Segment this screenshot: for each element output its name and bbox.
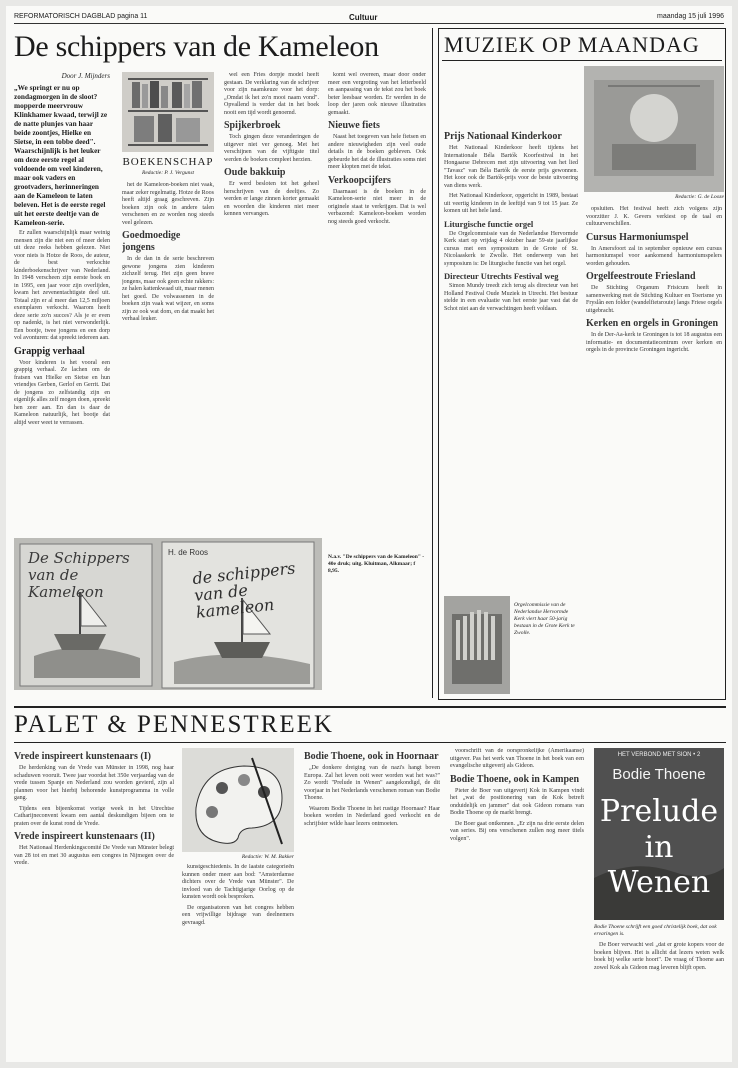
lede: „We springt er nu op zondagmorgen in de sloot? mopperde meervrouw Klinkhamer kwaad, terwijl ze de natte plunjes van haar beide zoontjes, Hielke en Sietse, in een tobbe deed". Waarschijnlijk is het leuker om deze eerste regel al voldoende om veel kinderen, maar ook vaders en grootvaders, herinneringen aan de Kameleon te laten beleven. Het is de eerste regel uit het eerste deeltje van de Kameleon-serie. bbox=[14, 83, 108, 227]
book-info: N.a.v. "De schippers van de Kameleon" - 40e druk; uitg. Kluitman, Alkmaar; f 8,95. bbox=[328, 554, 425, 574]
paragraph: „De donkere dreiging van de nazi's hangt boven Europa. Zal het leven ooit weer worden wat het was?" Zo wordt "Prelude in Wenen" aangekondigd, de dit voorjaar in het Nederlands verschenen roman van Bodie Thoene. bbox=[304, 765, 440, 801]
paragraph: kunstgeschiedenis. In de laatste categorieën kunnen onder meer aan bod: "Amsterdamse dichters over de Vrede van Münster". De invloed van de Tachtigjarige Oorlog op de kunsten wordt ook besproken. bbox=[182, 864, 294, 900]
palet-column-3 bbox=[304, 748, 440, 1054]
paragraph: Pieter de Boer van uitgeverij Kok in Kampen vindt het „wat de positionering van de Kok betreft onduidelijk en jammer" dat ook Gideon romans van Bodie Thoene op de markt brengt. bbox=[450, 787, 584, 816]
paragraph: De Boer verwacht wel „dat er grote kopers voor de boeken blijven. Het is allicht dat lezers weten welk boek bij welke serie hoort". De vraag of Thoene aan zowel Kok als Gideon mag leveren blijft open. bbox=[594, 942, 724, 971]
book-caption: Bodie Thoene schrijft een goed christelijk boek, dat ook ervaringen is. bbox=[594, 924, 717, 937]
music-illustration bbox=[584, 66, 724, 192]
subheading: Directeur Utrechts Festival weg bbox=[444, 271, 559, 281]
paragraph: Voor kinderen is het vooral een grappig verhaal. Ze lachen om de fratsen van Hielke en Sietse en hun vriendjes Gerben, Gerlof en Gerrit. Dat de jongens zo zelfstandig zijn en eigenlijk alles zelf mogen doen, spreekt hen zeer aan. En dan is daar de Kameleon natuurlijk, het bootje dat altijd weer weet te verrassen. bbox=[14, 359, 110, 426]
prelude-book-cover bbox=[594, 748, 724, 920]
paragraph: Simon Mundy treedt zich terug als directeur van het Holland Festival Oude Muziek in Utrecht. Het bestuur stelde in een evaluatie van het eerste jaar vast dat de Schot niet aan de verwachtingen heeft voldaan. bbox=[444, 283, 578, 312]
paragraph: Het Nationaal Kinderkoor, opgericht in 1989, bestaat uit veertig kinderen in de leeftijd van 9 tot 15 jaar. Ze komen uit het hele land. bbox=[444, 193, 578, 214]
subheading: Goedmoedige jongens bbox=[122, 230, 181, 253]
muziek-column-right bbox=[586, 206, 722, 694]
logo-credit: Redactie: P. J. Vergunst bbox=[141, 170, 195, 176]
cover-title-1: De Schippers van de Kameleon bbox=[28, 549, 130, 601]
cover-author-2: H. de Roos bbox=[168, 548, 209, 557]
paragraph: voorschrift van de oorspronkelijke (Amerikaanse) uitgever. Pas het werk van Thoene in het boek van een evangelische uitgeverij als Gideon. bbox=[450, 748, 584, 769]
byline: Door J. Mijnders bbox=[61, 72, 110, 80]
paragraph: In de dan in de serie beschreven gewone jongens zien kinderen zichzelf terug. Het zijn geen brave jongens, maar ook geen echte rakkers: ze halen kattenkwaad uit, maar menen het goed. De volwassenen in de boeken zijn vaak wat wijzer, en soms zijn ze ook wat dom, en dat maakt het verhaal leuker. bbox=[122, 256, 214, 322]
subheading: Bodie Thoene, ook in Hoornaar bbox=[304, 751, 439, 762]
paragraph: Waarom Bodie Thoene in het rustige Hoornaar? Haar boeken worden in Nederland goed verkocht en de schrijfster wilde haar lezers ontmoeten. bbox=[304, 805, 440, 827]
book-title-line1: Prelude bbox=[599, 794, 719, 829]
bookshelf-photo bbox=[122, 72, 214, 152]
paragraph: komt wel overeen, maar door onder meer een vergroting van het letterbeeld en aanpassing van de tekst zou het boek beter leesbaar worden. Er werden in de loop der jaren ook nieuwe illustraties gemaakt. bbox=[328, 72, 426, 116]
paragraph: Er zullen waarschijnlijk maar weinig mensen zijn die niet een of meer delen uit deze reeks hebben gelezen. Niet voor niets is Hotze de Roos, de auteur, de best verkochte kinderboekenschrijver van Nederland. In 1948 verscheen zijn eerste boek en in 1995, een jaar voor zijn overlijden, kwam het zevenentachtigste deel uit. Totaal zijn er al meer dan 12,5 miljoen exemplaren verkocht. Waarom heeft deze serie zo'n succes? Als je er even op nadenkt, is het niet verwonderlijk. Een bootje, twee jongens en een dorp vol avonturen: dat spreekt iedereen aan. bbox=[14, 230, 110, 341]
subheading: Liturgische functie orgel bbox=[444, 218, 534, 229]
organ-caption: Orgelcommissie van de Nederlandse Hervormde Kerk viert haar 50-jarig bestaan in de Grote Kerk te Zwolle. bbox=[514, 602, 575, 636]
paragraph: Het Nationaal Kinderkoor heeft tijdens het Internationale Béla Bartók Koorfestival in het Hongaarse Debrecen met zijn uitvoering van het lied "Tavasz" van Béla Bartók de eerste prijs gewonnen. Het koor ook de Bartók-prijs voor de beste uitvoering van diens werk. bbox=[444, 145, 578, 189]
subheading: Bodie Thoene, ook in Kampen bbox=[450, 773, 580, 785]
paragraph: Er werd besloten tot het geheel herschrijven van de deeltjes. Zo werden er lange zinnen korter gemaakt en woorden die kinderen niet meer kennen vervangen. bbox=[224, 181, 319, 217]
paragraph: De Stichting Organum Frisicum heeft in samenwerking met de Stichting Kultuer en Toerisme yn Fryslân een folder (wandelfietsroute) langs Friese orgels uitgebracht. bbox=[586, 285, 722, 314]
paragraph: De organisatoren van het congres hebben een vrijwillige bijdrage van deelnemers gevraagd. bbox=[182, 904, 294, 926]
article1-column-4 bbox=[328, 72, 426, 552]
subheading: Verkoopcijfers bbox=[328, 174, 391, 186]
paragraph: Toch gingen deze veranderingen de uitgever niet ver genoeg. Met het verschijnen van de vijftigste titel werden de boeken compleet herzien. bbox=[224, 134, 319, 163]
section-divider bbox=[14, 706, 726, 708]
paragraph: Het Nationaal Herdenkingscomité De Vrede van Münster belegt van 28 tot en met 30 augustus een congres in Nijmegen over de vrede. bbox=[14, 845, 174, 866]
article1-column-3 bbox=[224, 72, 319, 534]
article1-column-2 bbox=[122, 182, 214, 534]
subheading: Vrede inspireert kunstenaars (II) bbox=[14, 831, 155, 842]
paragraph: opsluiten. Het festival heeft zich volgens zijn voorzitter J. K. Gevers verkiest op de taal en cultuurverschillen. bbox=[586, 206, 722, 227]
muziek-title: MUZIEK OP MAANDAG bbox=[444, 32, 700, 57]
paper-name-page: REFORMATORISCH DAGBLAD pagina 11 bbox=[14, 13, 148, 20]
music-credit: Redactie: G. de Looze bbox=[675, 194, 724, 200]
article-title: De schippers van de Kameleon bbox=[14, 30, 379, 63]
subheading: Orgelfeestroute Friesland bbox=[586, 271, 696, 282]
palet-column-2 bbox=[182, 864, 294, 1054]
paragraph: In Amersfoort zal in september opnieuw een cursus harmoniumspel voor aankomend harmoniumspelers worden gehouden. bbox=[586, 245, 722, 267]
paragraph: Naast het toegeven van hele fietsen en andere nieuwigheden zijn veel oude details in de boeken gebleven. Ook gebeurde het dat de illustraties soms niet meer klopten met de tekst. bbox=[328, 134, 426, 170]
date: maandag 15 juli 1996 bbox=[657, 13, 724, 20]
running-header bbox=[14, 10, 724, 24]
subheading: Kerken en orgels in Groningen bbox=[586, 318, 719, 329]
book-title-line2: in Wenen bbox=[607, 830, 711, 900]
palette-illustration bbox=[182, 748, 294, 852]
palet-credit: Redactie: W. M. Bakker bbox=[241, 854, 294, 860]
paragraph: De Boer gaat ontkennen. „Er zijn na drie eerste delen van series. Bij ons verschenen zullen nog meer titels volgen". bbox=[450, 820, 584, 842]
subheading: Prijs Nationaal Kinderkoor bbox=[444, 131, 562, 142]
subheading: Spijkerbroek bbox=[224, 120, 281, 131]
subheading: Cursus Harmoniumspel bbox=[586, 231, 689, 243]
palet-column-4 bbox=[450, 748, 584, 1054]
title-rule bbox=[442, 60, 722, 61]
palet-column-5 bbox=[594, 942, 724, 1054]
palet-rule bbox=[14, 742, 726, 743]
subheading: Nieuwe fiets bbox=[328, 120, 380, 131]
book-covers-photo bbox=[14, 538, 322, 690]
palet-column-1 bbox=[14, 748, 174, 1054]
organ-photo bbox=[444, 596, 510, 694]
cover-title-2: de schippers van de kameleon bbox=[191, 558, 297, 622]
subheading: Grappig verhaal bbox=[14, 345, 85, 357]
paragraph: Daarnaast is de boeken in de Kameleon-serie niet meer in de originele staat te verkrijgen. Dat is wel verbazend: Kameleon-boeken worden nog steeds goed verkocht. bbox=[328, 188, 426, 225]
subheading: Vrede inspireert kunstenaars (I) bbox=[14, 751, 151, 762]
palet-title: PALET & PENNESTREEK bbox=[14, 711, 334, 738]
paragraph: het de Kameleon-boeken niet vaak, maar zeker regelmatig. Hotze de Roos heeft altijd graag geschreven. Zijn boeken zijn ook in andere talen verschenen en ze worden nog steeds veel gelezen. bbox=[122, 182, 214, 226]
book-author: Bodie Thoene bbox=[612, 766, 706, 783]
book-series: HET VERBOND MET SION • 2 bbox=[617, 752, 701, 758]
paragraph: Tijdens een bijeenkomst vorige week in het Utrechtse Catharijneconvent kwam een aantal deskundigen bijeen om te praten over de kunst rond de Vrede. bbox=[14, 805, 174, 827]
boekenschap-logo: BOEKENSCHAP bbox=[122, 156, 214, 168]
section-name: Cultuur bbox=[349, 13, 378, 22]
muziek-column-left bbox=[444, 128, 578, 588]
article1-column-1 bbox=[14, 72, 110, 534]
paragraph: De herdenking van de Vrede van Münster in 1998, nog haar schaduwen vooruit. Twee jaar voordat het 350e verjaardag van de vrede tussen Spanje en Nederland zou worden gevierd, zijn al plannen voor het hierbij behorende kunstprogramma in volle gang. bbox=[14, 765, 174, 801]
subheading: Oude bakkuip bbox=[224, 167, 286, 178]
column-rule bbox=[432, 28, 433, 698]
paragraph: De Orgelcommissie van de Nederlandse Hervormde Kerk start op vrijdag 4 oktober haar 59-ste jaarlijkse cursus met een symposium in de Grote of St. Nicolaaskerk te Zwolle. Het onderwerp van het symposium is: De liturgische functie van het orgel. bbox=[444, 230, 578, 267]
paragraph: wel een Fries dorpje model heeft gestaan. De verklaring van de schrijver voor zijn naamkeuze voor het dorp: „Omdat ik het zo'n mooi naam vond". Opvallend is verder dat in het boek nooit een tijd wordt genoemd. bbox=[224, 72, 319, 116]
paragraph: In de Der-Aa-kerk te Groningen is tot 18 augustus een informatie- en documentatiecentrum over kerken en orgels in de provincie Groningen ingericht. bbox=[586, 332, 722, 353]
newspaper-page bbox=[6, 6, 732, 1062]
